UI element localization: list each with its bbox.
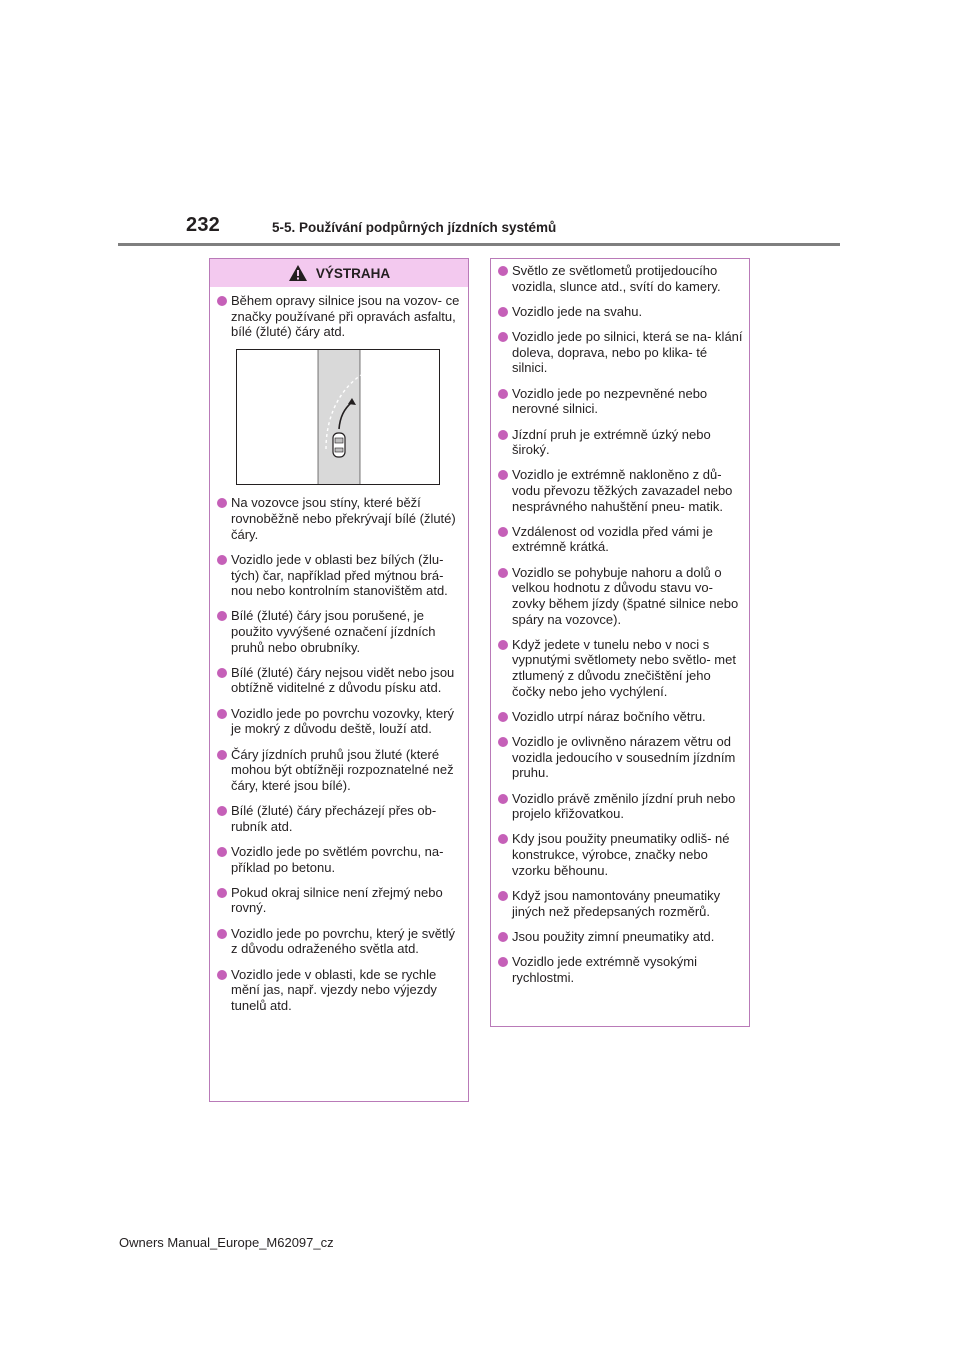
list-item-text: Když jedete v tunelu nebo v noci s vypnutými světlomety nebo světlo- met ztlumený z důvodu znečištění jeho čočky nebo jeho vychýlení. (512, 636, 736, 699)
list-item-text: Čáry jízdních pruhů jsou žluté (které mohou být obtížněji rozpoznatelné než čáry, které jsou bílé). (231, 746, 454, 793)
page-number: 232 (186, 214, 220, 236)
list-item-text: Vozidlo jede extrémně vysokými rychlostmi. (512, 954, 697, 985)
list-item (498, 386, 743, 417)
bullet-icon (217, 709, 227, 719)
list-item (498, 954, 743, 985)
bullet-icon (498, 712, 508, 722)
list-item-text: Světlo ze světlometů protijedoucího vozidla, slunce atd., svítí do kamery. (512, 263, 721, 294)
bullet-icon (498, 470, 508, 480)
list-item-text: Pokud okraj silnice není zřejmý nebo rovný. (231, 884, 443, 916)
bullet-icon (498, 266, 508, 276)
list-item (498, 524, 743, 555)
warning-box-left (209, 258, 469, 1102)
list-item (217, 747, 462, 794)
bullet-icon (217, 668, 227, 678)
list-item (217, 706, 462, 737)
bullet-icon (217, 296, 227, 306)
bullet-icon (217, 888, 227, 898)
list-item-text: Kdy jsou použity pneumatiky odliš- né konstrukce, výrobce, značky nebo vzorku běhounu. (512, 831, 730, 878)
bullet-icon (217, 611, 227, 621)
list-item-text: Když jsou namontovány pneumatiky jiných než předepsaných rozměrů. (512, 887, 721, 919)
bullet-icon (498, 737, 508, 747)
list-item-text: Vzdálenost od vozidla před vámi je extrémně krátká. (512, 523, 713, 555)
list-item-text: Vozidlo je extrémně nakloněno z dů- vodu převozu těžkých zavazadel nebo nesprávného nahuštění pneu- matik. (512, 467, 733, 514)
bullet-icon (217, 555, 227, 565)
list-item-text: Během opravy silnice jsou na vozov- ce značky používané při opravách asfaltu, bílé (žluté) čáry atd. (231, 293, 460, 340)
bullet-icon (498, 957, 508, 967)
list-item (217, 293, 462, 340)
list-item-text: Vozidlo jede po silnici, která se na- klání doleva, doprava, nebo po klika- té silnici. (512, 329, 743, 376)
bullet-icon (217, 750, 227, 760)
list-item (498, 467, 743, 514)
list-item (498, 929, 743, 945)
list-item (217, 552, 462, 599)
warning-box-right (490, 258, 750, 1027)
bullet-icon (498, 332, 508, 342)
list-item-text: Vozidlo je ovlivněno nárazem větru od vozidla jedoucího v sousedním jízdním pruhu. (512, 734, 736, 781)
list-item (498, 565, 743, 627)
bullet-icon (217, 970, 227, 980)
list-item-text: Vozidlo právě změnilo jízdní pruh nebo projelo křižovatkou. (512, 790, 736, 822)
header-divider (118, 243, 840, 246)
warning-list-left (210, 287, 468, 340)
list-item (498, 304, 743, 320)
list-item (217, 495, 462, 542)
list-item-text: Vozidlo jede po povrchu, který je světlý z důvodu odraženého světla atd. (231, 925, 456, 957)
list-item (498, 888, 743, 919)
bullet-icon (498, 891, 508, 901)
list-item (217, 844, 462, 875)
road-lane-illustration (236, 349, 440, 485)
list-item-text: Na vozovce jsou stíny, které běží rovnoběžně nebo překrývají bílé (žluté) čáry. (231, 495, 456, 542)
list-item (217, 665, 462, 696)
list-item (217, 608, 462, 655)
list-item (498, 263, 743, 294)
bullet-icon (498, 389, 508, 399)
bullet-icon (498, 430, 508, 440)
list-item (217, 926, 462, 957)
bullet-icon (498, 834, 508, 844)
list-item (498, 637, 743, 699)
list-item-text: Vozidlo jede po nezpevněné nebo nerovné silnici. (512, 385, 708, 417)
bullet-icon (498, 307, 508, 317)
list-item-text: Vozidlo se pohybuje nahoru a dolů o velkou hodnotu z důvodu stavu vo- zovky během jízdy (špatné silnice nebo spáry na vozovce). (512, 564, 739, 627)
footer-manual-id: Owners Manual_Europe_M62097_cz (119, 1235, 334, 1250)
list-item (498, 734, 743, 781)
list-item (217, 885, 462, 916)
list-item-text: Vozidlo jede v oblasti bez bílých (žlu- tých) čar, například před mýtnou brá- nou nebo kontrolním stanovištěm atd. (231, 551, 448, 599)
bullet-icon (217, 498, 227, 508)
list-item (498, 329, 743, 376)
list-item-text: Vozidlo jede v oblasti, kde se rychle mění jas, např. vjezdy nebo výjezdy tunelů atd. (231, 966, 437, 1013)
list-item-text: Bílé (žluté) čáry nejsou vidět nebo jsou obtížně viditelné z důvodu písku atd. (231, 664, 455, 696)
warning-header (210, 259, 468, 287)
bullet-icon (217, 929, 227, 939)
bullet-icon (498, 527, 508, 537)
list-item-text: Jízdní pruh je extrémně úzký nebo široký. (512, 426, 711, 458)
list-item (217, 803, 462, 834)
bullet-icon (498, 568, 508, 578)
warning-title: VÝSTRAHA (315, 265, 391, 281)
list-item-text: Bílé (žluté) čáry přecházejí přes ob- rubník atd. (231, 803, 437, 834)
list-item (498, 791, 743, 822)
list-item-text: Vozidlo utrpí náraz bočního větru. (512, 708, 706, 724)
bullet-icon (498, 640, 508, 650)
list-item-text: Bílé (žluté) čáry jsou porušené, je použito vyvýšené označení jízdních pruhů nebo obrubníky. (231, 608, 436, 655)
warning-list-left-continued (210, 495, 468, 1013)
list-item (217, 967, 462, 1014)
bullet-icon (217, 806, 227, 816)
list-item-text: Jsou použity zimní pneumatiky atd. (512, 928, 715, 944)
warning-list-right (491, 259, 749, 985)
list-item (498, 427, 743, 458)
section-title: 5-5. Používání podpůrných jízdních systémů (272, 220, 557, 235)
list-item-text: Vozidlo jede po povrchu vozovky, který je mokrý z důvodu deště, louží atd. (231, 705, 455, 737)
bullet-icon (217, 847, 227, 857)
bullet-icon (498, 794, 508, 804)
list-item-text: Vozidlo jede po světlém povrchu, na- příklad po betonu. (231, 843, 444, 875)
bullet-icon (498, 932, 508, 942)
list-item-text: Vozidlo jede na svahu. (512, 303, 643, 319)
warning-triangle-icon (288, 264, 308, 282)
list-item (498, 831, 743, 878)
list-item (498, 709, 743, 725)
